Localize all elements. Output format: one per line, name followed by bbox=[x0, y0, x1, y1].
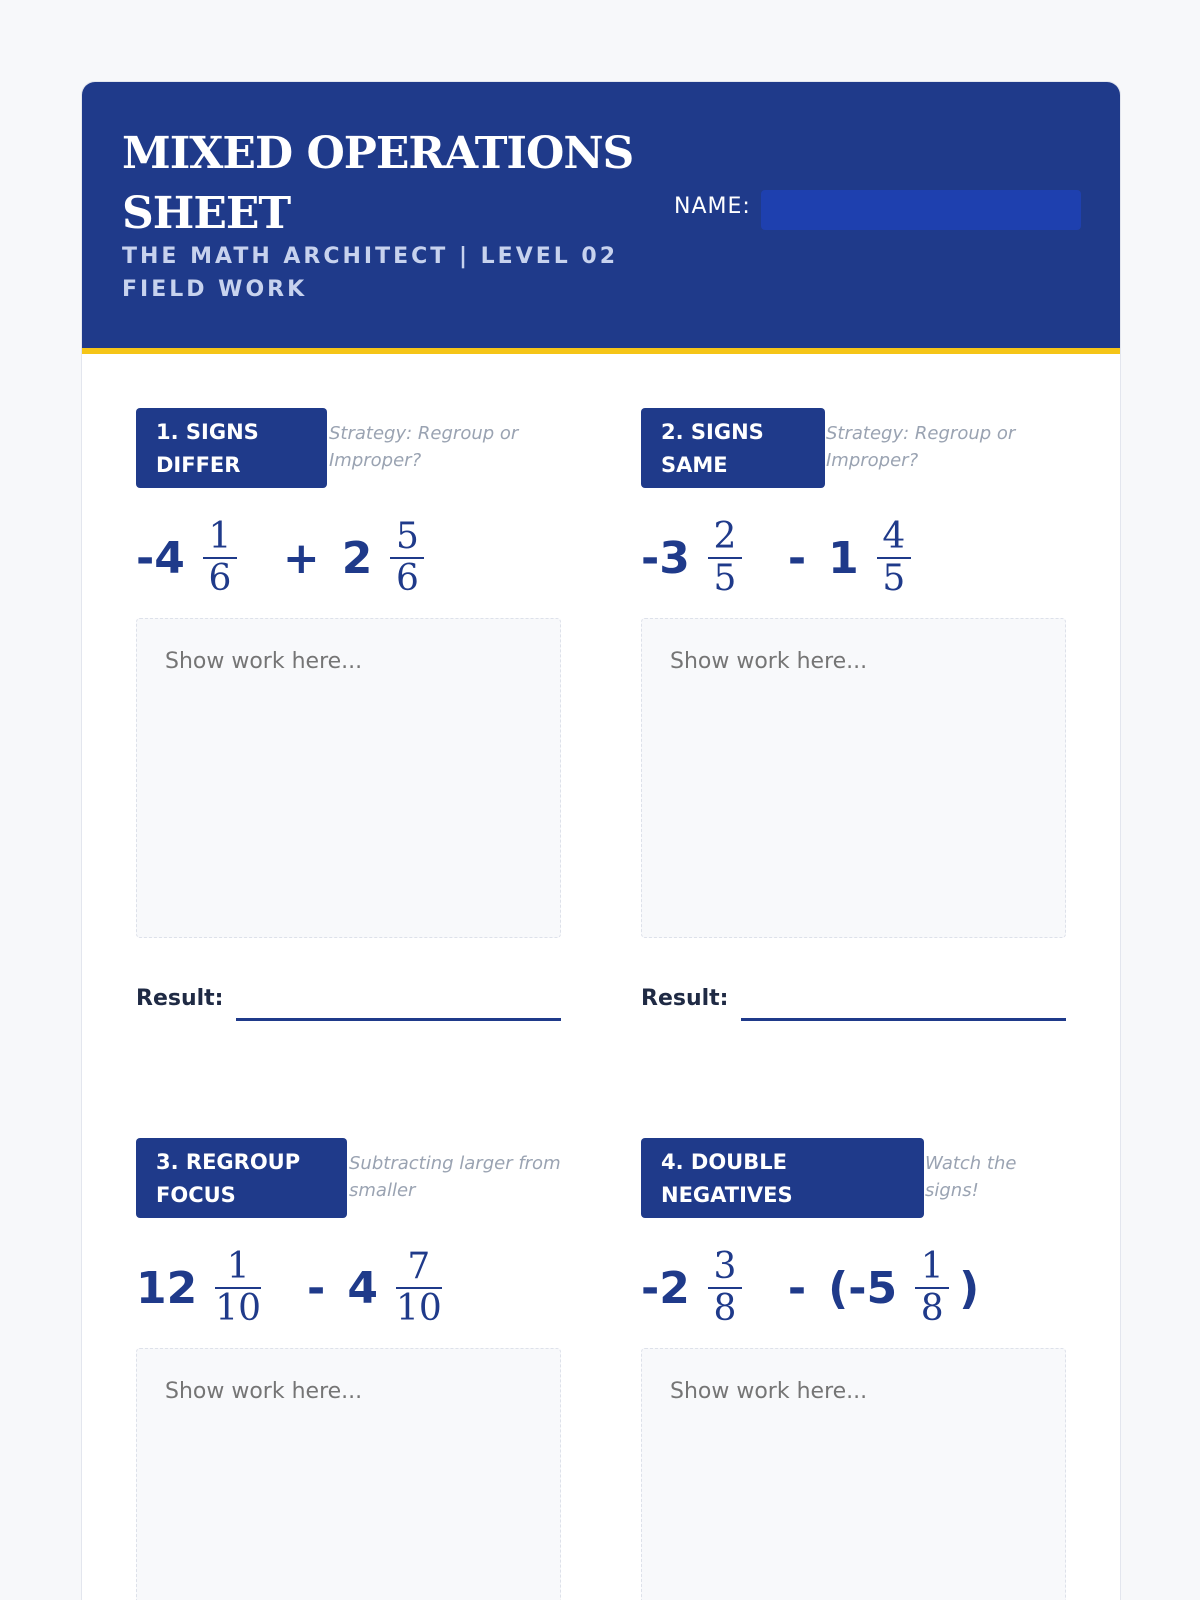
numerator: 4 bbox=[882, 516, 906, 557]
denominator: 5 bbox=[713, 558, 737, 599]
denominator: 10 bbox=[215, 1288, 262, 1329]
closing-parenthesis: ) bbox=[959, 1262, 980, 1314]
worksheet-subtitle: THE MATH ARCHITECT | LEVEL 02 FIELD WORK bbox=[122, 244, 619, 302]
problem-expression bbox=[136, 1248, 466, 1328]
fraction bbox=[390, 517, 424, 599]
work-area[interactable] bbox=[136, 618, 561, 938]
fraction bbox=[396, 1247, 442, 1329]
operator: - bbox=[787, 1262, 807, 1314]
fraction bbox=[877, 517, 911, 599]
result-label: Result: bbox=[641, 986, 729, 1011]
name-label: NAME: bbox=[674, 194, 751, 219]
operator: - bbox=[787, 532, 807, 584]
numerator: 1 bbox=[226, 1246, 250, 1287]
work-area[interactable] bbox=[641, 1348, 1066, 1600]
worksheet-header bbox=[82, 82, 1121, 354]
fraction bbox=[915, 1247, 949, 1329]
problem-tag: 3. REGROUP FOCUS bbox=[136, 1138, 347, 1218]
problem-tag: 4. DOUBLE NEGATIVES bbox=[641, 1138, 924, 1218]
fraction bbox=[708, 517, 742, 599]
fraction bbox=[708, 1247, 742, 1329]
strategy-hint: Strategy: Regroup or Improper? bbox=[329, 423, 519, 471]
numerator: 2 bbox=[713, 516, 737, 557]
denominator: 6 bbox=[395, 558, 419, 599]
whole-number: 4 bbox=[347, 1262, 378, 1314]
problem-expression bbox=[641, 1248, 979, 1328]
worksheet-title: MIXED OPERATIONS SHEET bbox=[122, 128, 634, 239]
numerator: 3 bbox=[713, 1246, 737, 1287]
result-label: Result: bbox=[136, 986, 224, 1011]
strategy-hint: Strategy: Regroup or Improper? bbox=[826, 423, 1016, 471]
strategy-hint: Subtracting larger from smaller bbox=[349, 1153, 561, 1201]
fraction bbox=[203, 517, 237, 599]
numerator: 1 bbox=[920, 1246, 944, 1287]
numerator: 1 bbox=[208, 516, 232, 557]
whole-number: -2 bbox=[641, 1262, 690, 1314]
strategy-hint: Watch the signs! bbox=[925, 1153, 1017, 1201]
denominator: 8 bbox=[713, 1288, 737, 1329]
numerator: 7 bbox=[407, 1246, 431, 1287]
whole-number: 12 bbox=[136, 1262, 198, 1314]
whole-number: -3 bbox=[641, 532, 690, 584]
name-input[interactable] bbox=[761, 190, 1081, 230]
numerator: 5 bbox=[395, 516, 419, 557]
denominator: 6 bbox=[208, 558, 232, 599]
problem-expression bbox=[641, 518, 935, 598]
denominator: 10 bbox=[395, 1288, 442, 1329]
result-answer-line[interactable] bbox=[741, 1018, 1066, 1021]
whole-number: (-5 bbox=[828, 1262, 898, 1314]
denominator: 5 bbox=[882, 558, 906, 599]
result-answer-line[interactable] bbox=[236, 1018, 561, 1021]
operator: - bbox=[307, 1262, 326, 1314]
whole-number: -4 bbox=[136, 532, 185, 584]
worksheet bbox=[81, 81, 1121, 1600]
problem-tag: 2. SIGNS SAME bbox=[641, 408, 825, 488]
denominator: 8 bbox=[920, 1288, 944, 1329]
whole-number: 2 bbox=[341, 532, 373, 584]
fraction bbox=[215, 1247, 261, 1329]
whole-number: 1 bbox=[828, 532, 859, 584]
work-area[interactable] bbox=[641, 618, 1066, 938]
work-area[interactable] bbox=[136, 1348, 561, 1600]
problem-tag: 1. SIGNS DIFFER bbox=[136, 408, 327, 488]
operator: + bbox=[282, 532, 320, 584]
problem-expression bbox=[136, 518, 448, 598]
